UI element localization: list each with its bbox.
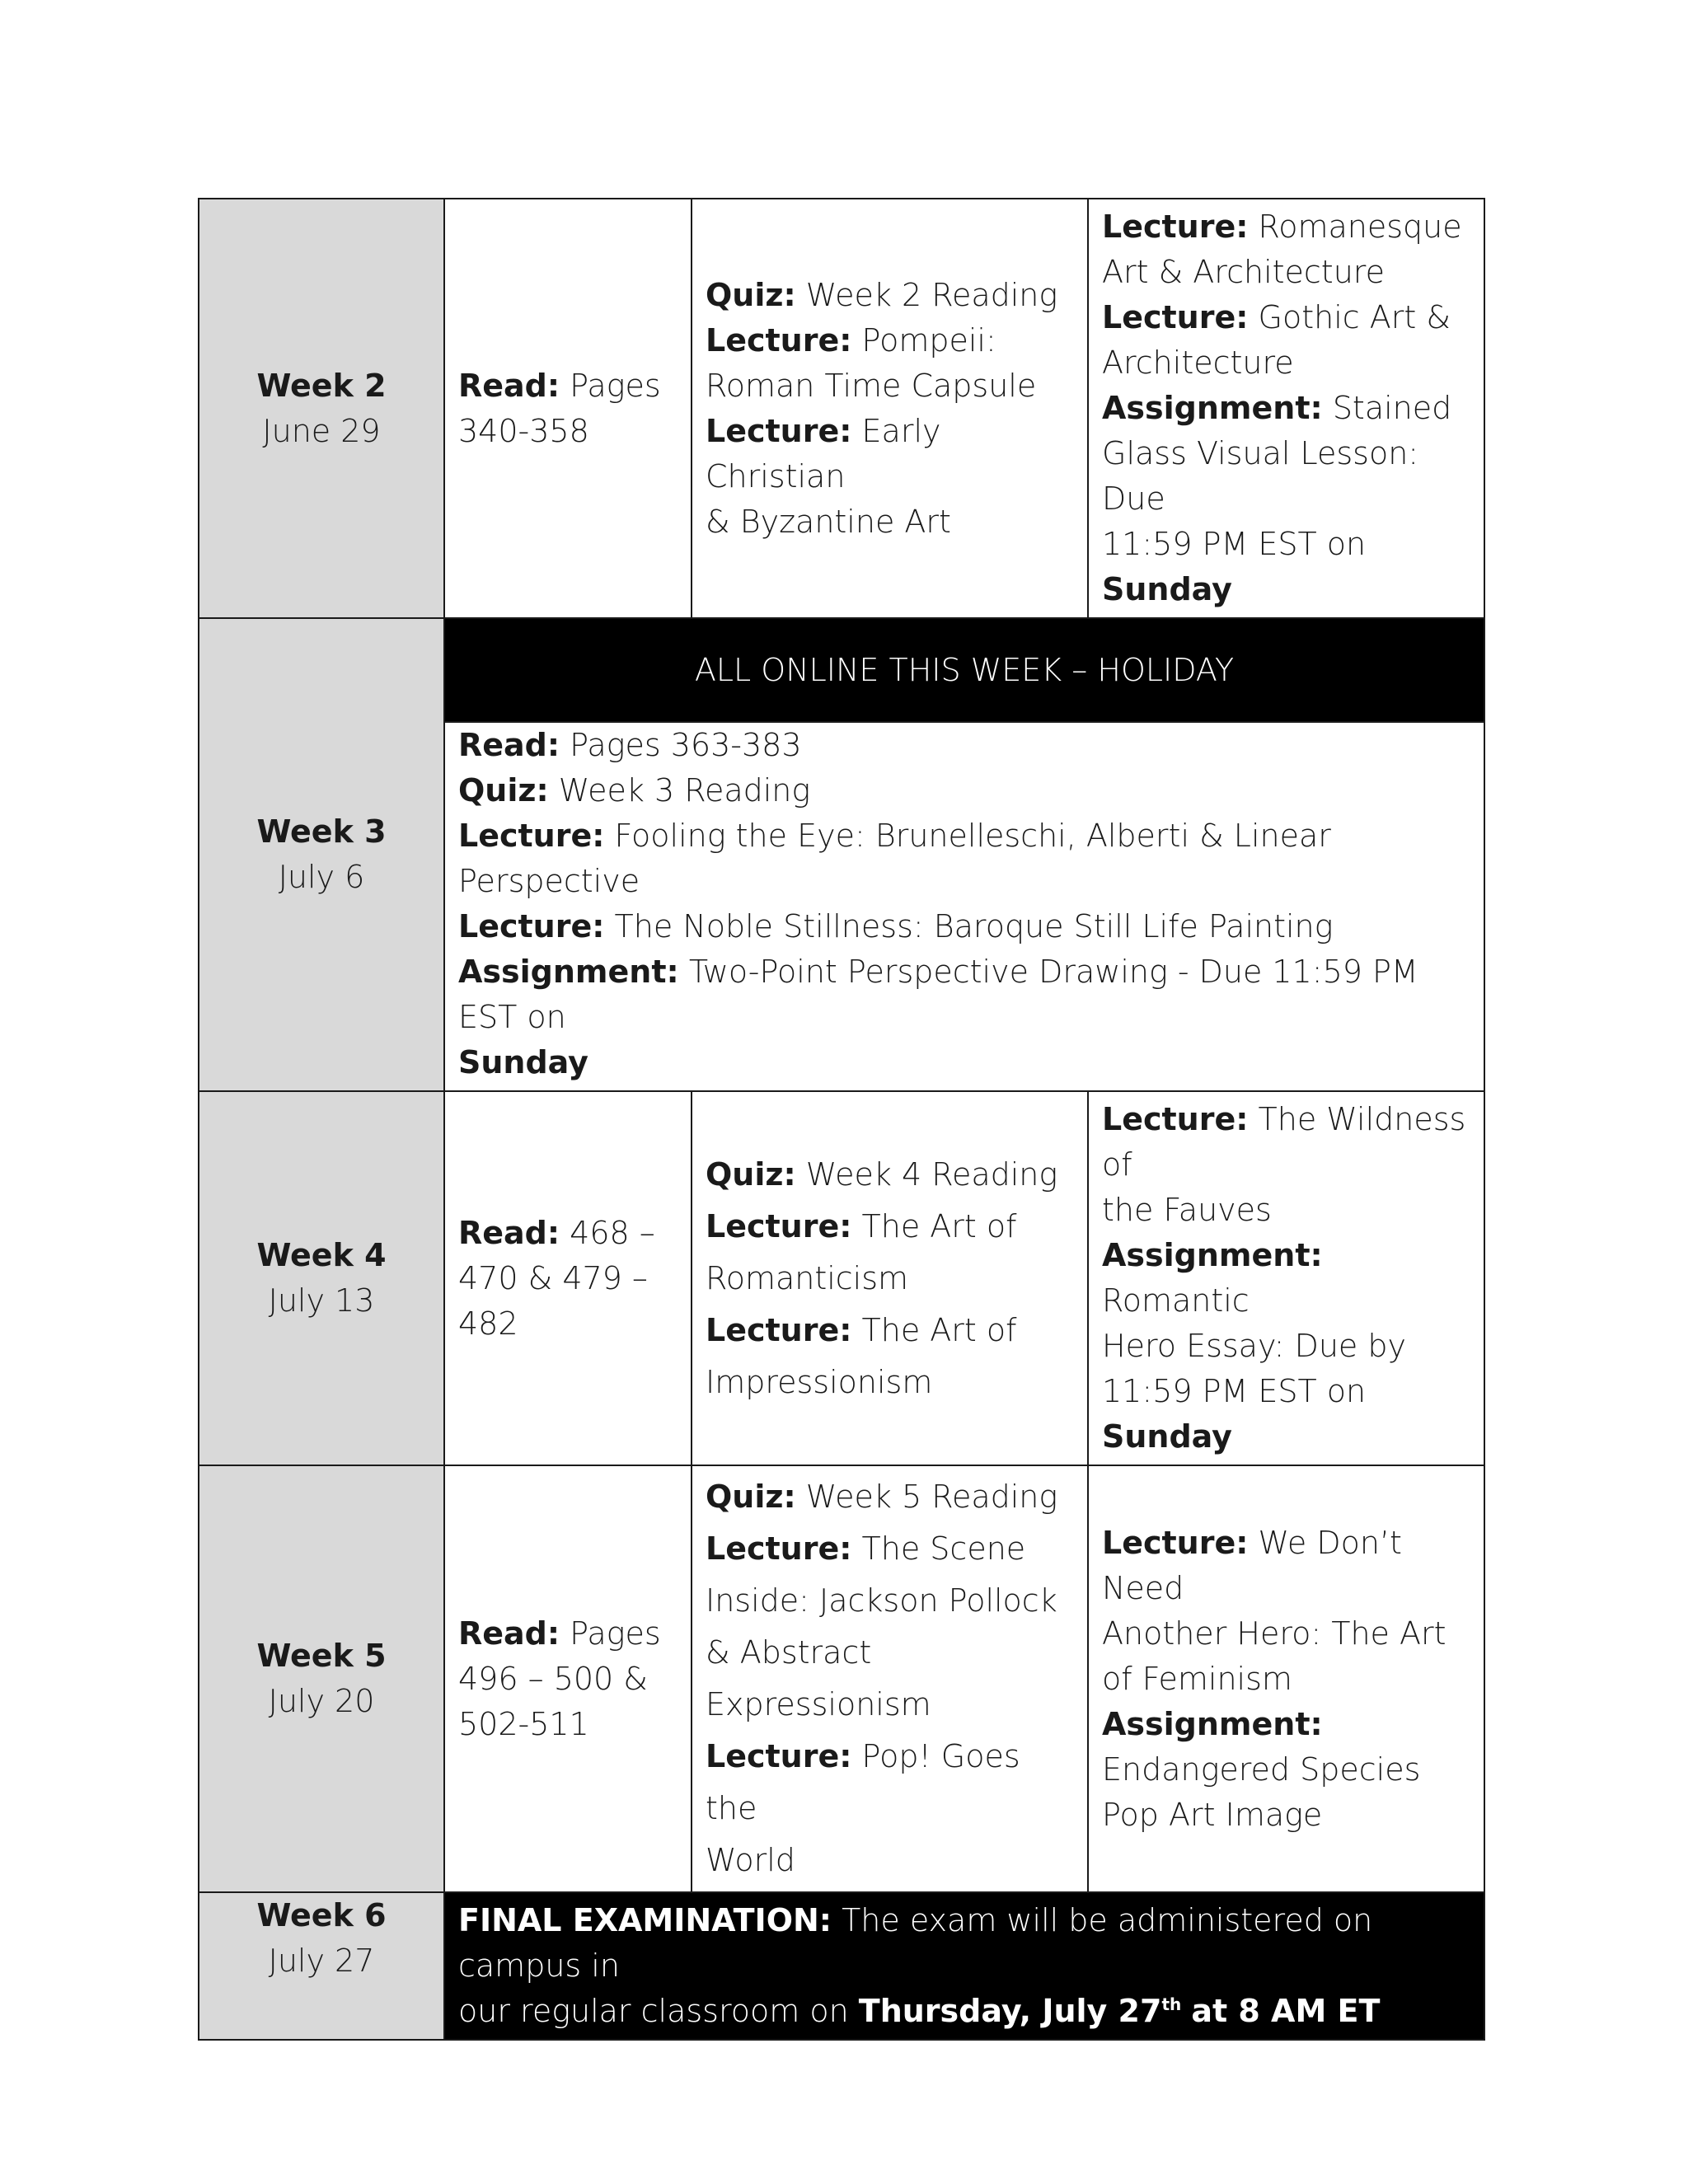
week-label: Week 4 [256,1237,387,1273]
item-line [1102,295,1470,340]
final-exam-date: Thursday, July 27 [858,1993,1162,2029]
item-line [1102,386,1470,431]
item-line [1102,1233,1470,1324]
week-cell [199,1465,444,1892]
item-line [458,904,1470,949]
week-date: June 29 [262,412,381,449]
due-day: Sunday [1102,571,1232,607]
schedule-row-week-3 [199,618,1484,722]
item-text: The Scene [861,1530,1026,1567]
reading-line [458,363,678,409]
item-line: World [706,1842,795,1878]
item-text: Pompeii: [861,321,996,359]
item-text: The Wildness of [1102,1101,1466,1183]
quiz-lecture-cell [692,199,1088,618]
week-date: July 27 [268,1943,375,1979]
item-text: Pop! Goes the [706,1738,1020,1826]
item-line: 11:59 PM EST on [1102,1373,1367,1409]
item-line: the Fauves [1102,1192,1272,1228]
due-day: Sunday [458,1044,588,1080]
week-cell [199,618,444,1091]
item-line: Pop Art Image [1102,1796,1323,1833]
item-line [706,409,1074,499]
item-text: Pages 363-383 [570,727,802,763]
item-line [458,813,1470,904]
item-label: Lecture: [1102,1524,1249,1561]
item-label: Lecture: [1102,1101,1249,1137]
item-text: Stained [1332,390,1452,426]
item-label: Assignment: [1102,1705,1323,1742]
item-text: We Don’t Need [1102,1524,1402,1606]
item-line [706,1731,1074,1835]
item-line [458,949,1470,1040]
final-exam-time: at 8 AM ET [1191,1993,1381,2029]
item-label: Lecture: [706,1207,852,1244]
week-cell [199,199,444,618]
item-label: Lecture: [1102,209,1249,245]
item-label: Lecture: [706,1738,852,1774]
week-label: Week 6 [256,1897,387,1933]
item-label: Quiz: [458,772,549,808]
schedule-row-week-2 [199,199,1484,618]
item-line [706,1305,1074,1357]
due-day: Sunday [1102,1418,1232,1455]
week-date: July 6 [278,859,365,895]
ordinal-suffix: th [1161,1994,1182,2014]
final-exam-label: FINAL EXAMINATION: [458,1902,832,1938]
reading-line [458,1611,678,1657]
item-text: Early Christian [706,412,941,494]
item-line [1102,1521,1470,1611]
item-line: Inside: Jackson Pollock [706,1582,1057,1619]
item-label: Lecture: [706,1530,852,1567]
final-exam-line [458,1989,1470,2034]
final-exam-text: our regular classroom on [458,1993,849,2029]
item-text: The Art of [861,1311,1017,1348]
item-text: Week 3 Reading [558,772,811,808]
reading-line: 470 & 479 – [458,1259,648,1296]
item-label: Lecture: [1102,299,1249,335]
reading-line [458,1211,678,1256]
week-label: Week 2 [256,367,387,404]
lecture-assignment-cell [1088,1091,1484,1465]
item-line [706,273,1074,318]
item-text: Fooling the Eye: Brunelleschi, Alberti & Linear Perspective [458,818,1331,899]
reading-cell [444,1091,692,1465]
course-schedule-table [198,198,1485,2041]
item-text: The Noble Stillness: Baroque Still Life Painting [614,908,1334,944]
item-line [1102,204,1470,250]
item-label: Lecture: [706,321,852,359]
lecture-assignment-cell [1088,1465,1484,1892]
week-date: July 20 [268,1683,375,1719]
schedule-row-week-5 [199,1465,1484,1892]
item-line [706,1149,1074,1201]
reading-text: 468 – [570,1214,655,1251]
item-line [706,1523,1074,1575]
item-line [706,1471,1074,1523]
week-3-content-cell [444,722,1484,1091]
item-text: The Art of [861,1207,1017,1244]
item-label: Lecture: [458,908,605,944]
quiz-lecture-cell [692,1465,1088,1892]
reading-text: Pages [570,367,661,404]
reading-line: 340-358 [458,412,589,449]
item-text: Week 5 Reading [805,1479,1058,1515]
reading-line: 502-511 [458,1705,589,1742]
week-label: Week 5 [256,1638,387,1674]
week-cell [199,1091,444,1465]
item-label: Quiz: [706,276,796,313]
item-label: Assignment: [1102,1237,1323,1273]
item-label: Lecture: [706,1311,852,1348]
item-line [706,318,1074,363]
quiz-lecture-cell [692,1091,1088,1465]
final-exam-line [458,1898,1470,1989]
item-label: Lecture: [706,412,852,449]
week-label: Week 3 [256,813,387,850]
lecture-assignment-cell [1088,199,1484,618]
week-cell [199,1892,444,2040]
item-line: of Feminism [1102,1660,1292,1697]
reading-line: 482 [458,1305,518,1342]
item-line: Another Hero: The Art [1102,1615,1447,1652]
item-line [1102,1097,1470,1188]
item-line: Expressionism [706,1686,931,1722]
reading-label: Read: [458,1214,560,1251]
item-label: Quiz: [706,1479,796,1515]
item-text: Gothic Art & [1258,299,1451,335]
schedule-row-week-6 [199,1892,1484,2040]
reading-cell [444,199,692,618]
item-text: Romanesque [1258,209,1462,245]
item-line: Glass Visual Lesson: Due [1102,435,1419,517]
item-text: Two-Point Perspective Drawing - Due 11:59 PM EST on [458,954,1418,1035]
week-date: July 13 [268,1282,375,1319]
item-text: Romantic [1102,1282,1250,1319]
item-text: Week 2 Reading [805,276,1058,313]
holiday-banner: ALL ONLINE THIS WEEK – HOLIDAY [444,618,1484,722]
item-line [458,723,1470,768]
item-text: Week 4 Reading [805,1155,1058,1193]
item-line: Architecture [1102,344,1294,381]
item-line: Roman Time Capsule [706,367,1037,404]
item-label: Lecture: [458,818,605,854]
item-label: Assignment: [458,954,679,990]
item-line: Art & Architecture [1102,254,1385,290]
item-line [458,768,1470,813]
schedule-row-week-4 [199,1091,1484,1465]
item-line: 11:59 PM EST on [1102,526,1367,562]
item-label: Quiz: [706,1155,796,1193]
item-line: & Byzantine Art [706,503,951,540]
reading-cell [444,1465,692,1892]
item-label: Read: [458,727,560,763]
reading-text: Pages [570,1615,661,1652]
final-exam-text: The exam will be administered on campus in [458,1902,1373,1984]
item-line: Hero Essay: Due by [1102,1328,1406,1364]
item-line: Endangered Species [1102,1750,1421,1788]
item-label: Assignment: [1102,390,1323,426]
item-line [706,1201,1074,1253]
reading-label: Read: [458,367,560,404]
reading-label: Read: [458,1615,560,1652]
item-line: & Abstract [706,1634,872,1671]
item-line: Impressionism [706,1363,933,1400]
final-exam-cell [444,1892,1484,2040]
item-line: Romanticism [706,1259,909,1296]
reading-line: 496 – 500 & [458,1660,648,1697]
